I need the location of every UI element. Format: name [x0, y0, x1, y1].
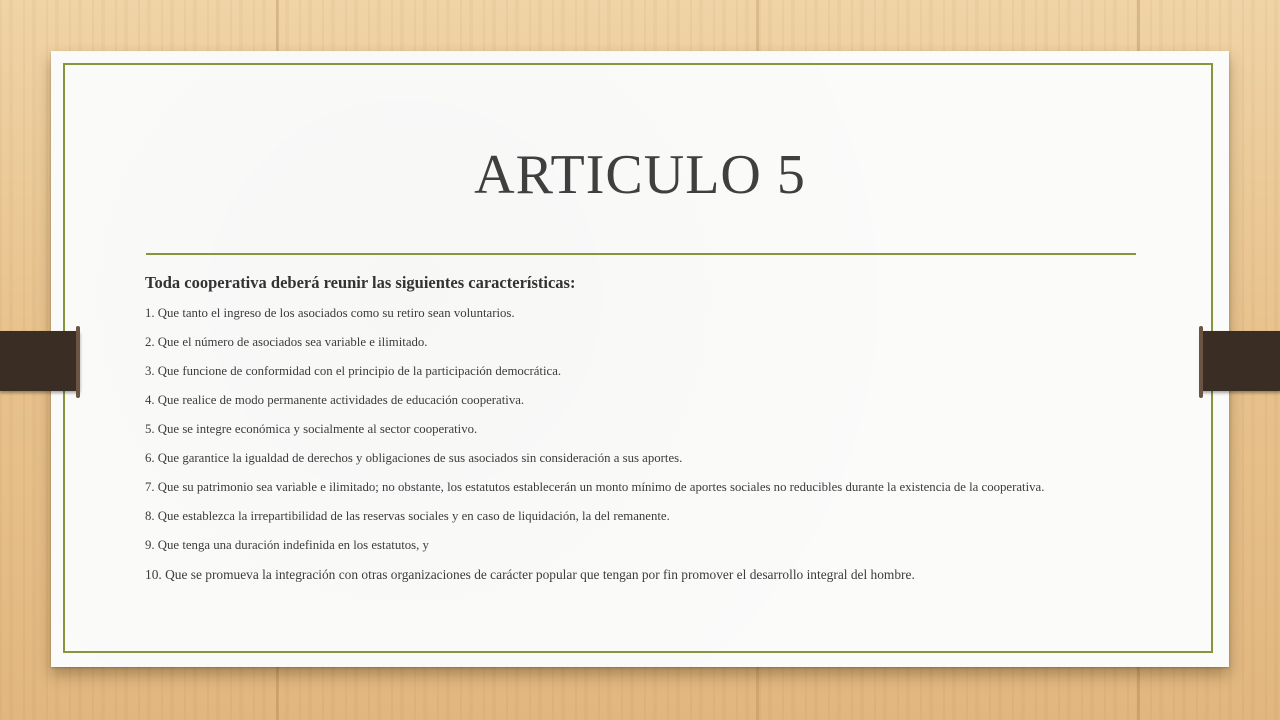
slide-title: ARTICULO 5 [474, 144, 806, 206]
list-item: 7. Que su patrimonio sea variable e ilimitado; no obstante, los estatutos establecerán un monto mínimo de aportes sociales no reducibles durante la existencia de la cooperativa. [145, 480, 1045, 494]
binder-pin-left [76, 326, 80, 398]
intro-text: Toda cooperativa deberá reunir las siguientes características: [145, 273, 576, 292]
list-item: 1. Que tanto el ingreso de los asociados como su retiro sean voluntarios. [145, 306, 515, 320]
list-item: 3. Que funcione de conformidad con el principio de la participación democrática. [145, 364, 562, 378]
characteristics-list [145, 305, 1145, 583]
binder-clip-right [1201, 331, 1280, 391]
list-item: 2. Que el número de asociados sea variable e ilimitado. [145, 335, 428, 349]
list-item: 8. Que establezca la irrepartibilidad de las reservas sociales y en caso de liquidación, la del remanente. [145, 509, 670, 523]
binder-clip-left [0, 331, 80, 391]
list-item: 9. Que tenga una duración indefinida en los estatutos, y [145, 538, 429, 552]
list-item: 6. Que garantice la igualdad de derechos y obligaciones de sus asociados sin consideración a sus aportes. [145, 451, 683, 465]
slide-paper [51, 51, 1229, 667]
binder-pin-right [1199, 326, 1203, 398]
slide-body [145, 273, 1145, 595]
list-item: 5. Que se integre económica y socialmente al sector cooperativo. [145, 422, 478, 436]
title-divider [146, 253, 1136, 255]
list-item: 4. Que realice de modo permanente actividades de educación cooperativa. [145, 393, 525, 407]
list-item: 10. Que se promueva la integración con otras organizaciones de carácter popular que tengan por fin promover el desarrollo integral del hombre. [145, 567, 915, 582]
